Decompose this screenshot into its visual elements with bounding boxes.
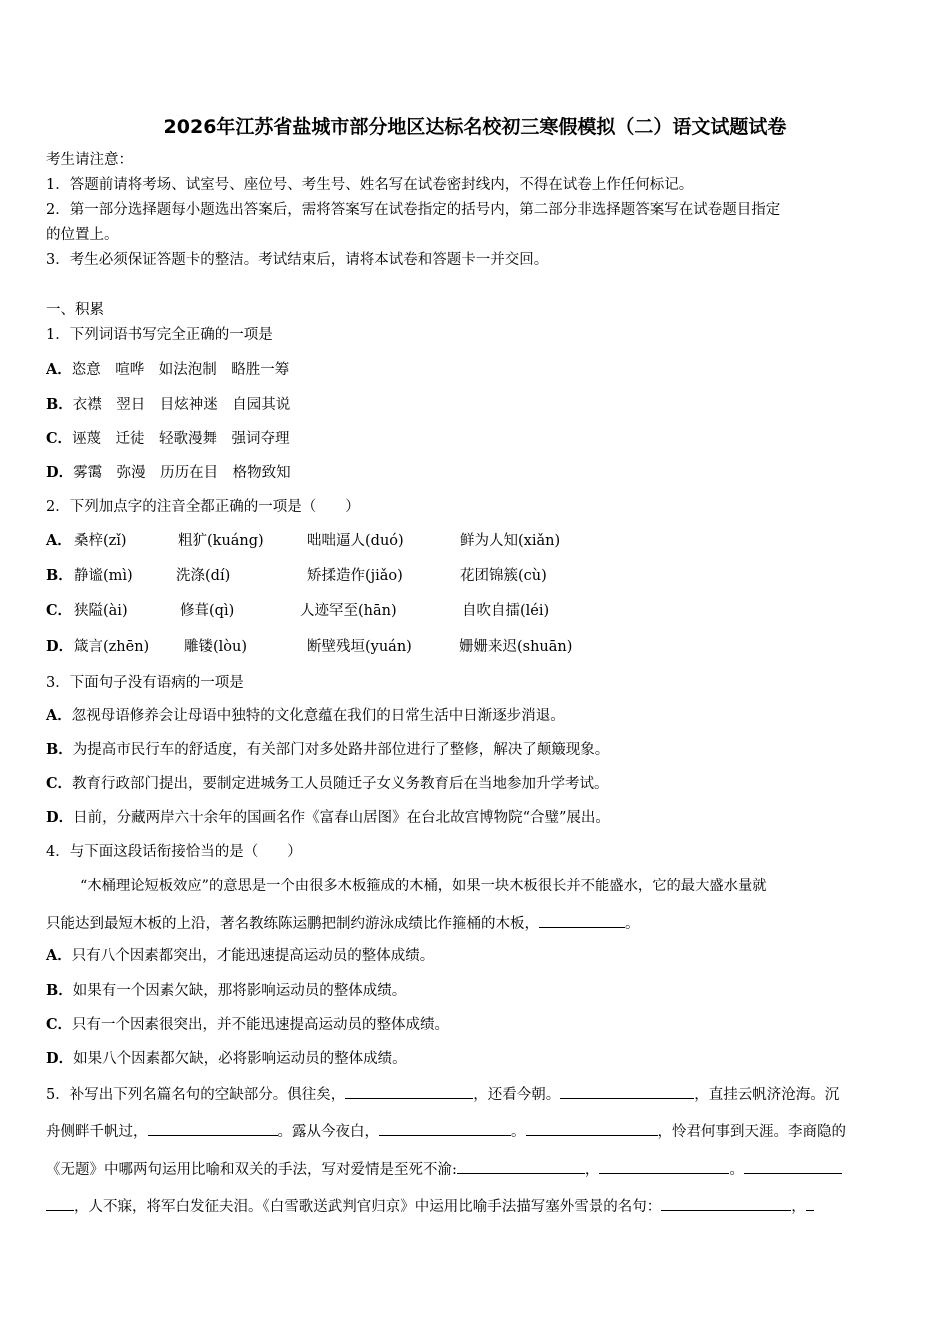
option-label: C． (46, 430, 73, 447)
q5-line-3 (46, 1159, 842, 1180)
answer-blank (744, 1159, 842, 1174)
q2-option-c-choice-3: 人迹罕至(hān) (300, 603, 397, 619)
option-label: D． (46, 809, 74, 826)
q4-passage-line-1: “木桶理论短板效应”的意思是一个由很多木板箍成的木桶，如果一块木板很长并不能盛水，它的最大盛水量就 (80, 878, 767, 894)
q3-option-c (46, 774, 609, 794)
q1-option-d (46, 463, 291, 483)
notice-item-1: 1．答题前请将考场、试室号、座位号、考生号、姓名写在试卷密封线内，不得在试卷上作任何标记。 (46, 177, 694, 193)
option-label: D． (46, 464, 74, 481)
option-label: C． (46, 1016, 73, 1033)
q4-stem: 4．与下面这段话衔接恰当的是（ ） (46, 844, 302, 860)
q2-option-b-choice-2: 洗涤(dí) (176, 568, 231, 584)
q2-option-c-choice-1: 狭隘(ài) (74, 603, 128, 619)
option-label: B． (46, 982, 73, 999)
q4-option-a (46, 946, 434, 966)
q2-option-c-choice-2: 修葺(qì) (180, 603, 235, 619)
q1-option-c (46, 429, 290, 449)
option-text: 只有一个因素很突出，并不能迅速提高运动员的整体成绩。 (72, 1017, 450, 1033)
q2-option-c-label: C． (46, 602, 73, 619)
q3-option-d (46, 808, 610, 828)
q5-text: 。 (729, 1162, 744, 1178)
q5-text: ，直挂云帆济沧海。沉 (694, 1087, 840, 1103)
q5-line-4 (46, 1196, 814, 1217)
option-label: D． (46, 1050, 74, 1067)
q2-option-a-label: A． (46, 532, 72, 549)
q5-line-2 (46, 1121, 846, 1142)
q2-option-a-choice-4: 鲜为人知(xiǎn) (460, 533, 561, 549)
q2-option-b-choice-4: 花团锦簇(cù) (460, 568, 547, 584)
q5-text: 5．补写出下列名篇名句的空缺部分。俱往矣， (46, 1087, 346, 1103)
q1-option-a (46, 360, 289, 380)
option-text: 恣意 喧哗 如法泡制 略胜一筹 (71, 362, 290, 378)
q4-option-d (46, 1049, 407, 1069)
answer-blank (661, 1196, 791, 1211)
option-label: B． (46, 396, 73, 413)
option-label: A． (46, 361, 72, 378)
option-text: 教育行政部门提出，要制定进城务工人员随迁子女义务教育后在当地参加升学考试。 (72, 776, 609, 792)
answer-blank (539, 913, 625, 928)
q2-option-d-label: D． (46, 638, 74, 655)
q1-stem: 1．下列词语书写完全正确的一项是 (46, 327, 273, 343)
q5-text: 《无题》中哪两句运用比喻和双关的手法，写对爱情是至死不渝: (46, 1162, 457, 1178)
q5-text: ，还看今朝。 (473, 1087, 561, 1103)
q5-text: ，人不寐，将军白发征夫泪。《白雪歌送武判官归京》中运用比喻手法描写塞外雪景的名句： (74, 1199, 662, 1215)
q5-line-1 (46, 1084, 839, 1105)
q2-option-a-choice-1: 桑梓(zǐ) (74, 533, 127, 549)
option-text: 日前，分藏两岸六十余年的国画名作《富春山居图》在台北故宫博物院“合璧”展出。 (73, 810, 610, 826)
option-text: 忽视母语修养会让母语中独特的文化意蕴在我们的日常生活中日渐逐步消退。 (71, 708, 565, 724)
page-title: 2026年江苏省盐城市部分地区达标名校初三寒假模拟（二）语文试题试卷 (163, 116, 787, 138)
answer-blank (599, 1159, 729, 1174)
passage-text: 只能达到最短木板的上沿，著名教练陈运鹏把制约游泳成绩比作箍桶的木板， (46, 916, 539, 932)
q5-text: ，怜君何事到天涯。李商隐的 (657, 1124, 846, 1140)
q3-option-b (46, 740, 609, 760)
section-heading: 一、积累 (46, 302, 104, 318)
option-text: 衣襟 翌日 目炫神迷 自园其说 (72, 397, 291, 413)
q3-option-a (46, 706, 565, 726)
option-label: A． (46, 947, 72, 964)
q2-stem: 2．下列加点字的注音全都正确的一项是（ ） (46, 499, 360, 515)
q2-option-d-choice-4: 姗姗来迟(shuān) (459, 639, 573, 655)
answer-blank (345, 1084, 473, 1099)
option-text: 如果有一个因素欠缺，那将影响运动员的整体成绩。 (72, 983, 407, 999)
notice-item-2-cont: 的位置上。 (46, 227, 119, 243)
q2-option-d-choice-2: 雕镂(lòu) (184, 639, 248, 655)
notice-heading: 考生请注意： (46, 152, 133, 168)
q5-text: 。露从今夜白， (277, 1124, 379, 1140)
answer-blank (46, 1196, 74, 1211)
q2-option-c-choice-4: 自吹自擂(léi) (462, 603, 550, 619)
passage-end: 。 (625, 916, 640, 932)
answer-blank (379, 1121, 511, 1136)
option-label: A． (46, 707, 72, 724)
answer-blank (560, 1084, 694, 1099)
q4-passage-line-2 (46, 913, 640, 934)
q2-option-d-choice-3: 断壁残垣(yuán) (307, 639, 412, 655)
q4-option-c (46, 1015, 449, 1035)
option-label: B． (46, 741, 73, 758)
q5-text: ， (584, 1162, 600, 1178)
q2-option-d-choice-1: 箴言(zhēn) (74, 639, 150, 655)
answer-blank (148, 1121, 278, 1136)
answer-blank (457, 1159, 585, 1174)
q4-option-b (46, 981, 406, 1001)
answer-blank (526, 1121, 658, 1136)
option-text: 只有八个因素都突出，才能迅速提高运动员的整体成绩。 (71, 948, 435, 964)
q3-stem: 3．下面句子没有语病的一项是 (46, 675, 244, 691)
q2-option-a-choice-2: 粗犷(kuáng) (178, 533, 264, 549)
option-text: 诬蔑 迁徒 轻歌漫舞 强词夺理 (72, 431, 290, 447)
option-text: 为提高市民行车的舒适度，有关部门对多处路井部位进行了整修，解决了颠簸现象。 (72, 742, 610, 758)
option-label: C． (46, 775, 73, 792)
q5-text: ， (791, 1199, 806, 1215)
q2-option-b-choice-1: 静谧(mì) (74, 568, 133, 584)
q2-option-a-choice-3: 咄咄逼人(duó) (307, 533, 404, 549)
notice-item-2: 2．第一部分选择题每小题选出答案后，需将答案写在试卷指定的括号内，第二部分非选择题答案写在试卷题目指定 (46, 202, 781, 218)
q2-option-b-choice-3: 矫揉造作(jiǎo) (307, 568, 403, 584)
option-text: 雾霭 弥漫 历历在目 格物致知 (73, 465, 291, 481)
q5-text: 舟侧畔千帆过， (46, 1124, 148, 1140)
option-text: 如果八个因素都欠缺，必将影响运动员的整体成绩。 (73, 1051, 407, 1067)
answer-blank (806, 1196, 814, 1211)
q5-text: 。 (511, 1124, 526, 1140)
notice-item-3: 3．考生必须保证答题卡的整洁。考试结束后，请将本试卷和答题卡一并交回。 (46, 252, 549, 268)
q2-option-b-label: B． (46, 567, 73, 584)
q1-option-b (46, 395, 290, 415)
